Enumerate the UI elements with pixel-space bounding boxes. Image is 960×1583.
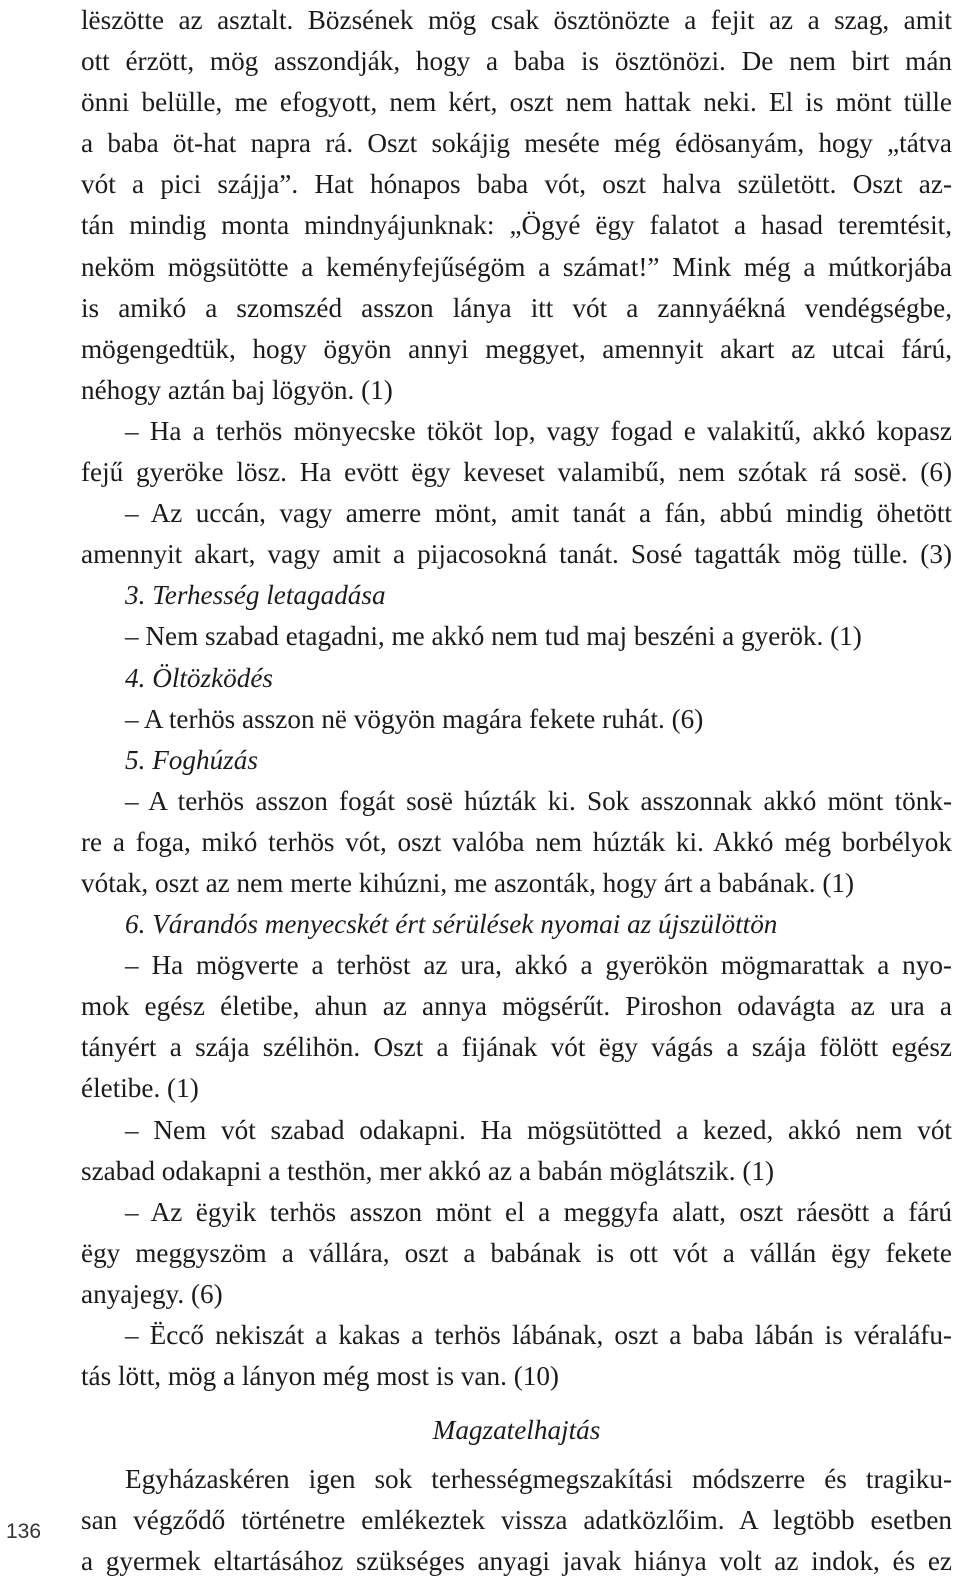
text-line: önni belülle, me efogyott, nem kért, oszt nem hattak neki. El is mönt tülle [81,87,952,118]
text-line: – Az ëgyik terhös asszon mönt el a meggyfa alatt, oszt ráesött a fárú [125,1196,952,1227]
page-number: 136 [6,1520,42,1543]
text-line: ott érzött, mög asszondják, hogy a baba is ösztönözi. De nem birt mán [81,46,952,77]
text-line: tányért a szája szélihön. Oszt a fijának vót ëgy vágás a szája fölött egész [81,1032,952,1063]
text-line: 4. Öltözködés [125,662,274,693]
text-line: san végződő történetre emlékeztek vissza adatközlőim. A legtöbb esetben [81,1505,952,1536]
text-line: Egyházaskéren igen sok terhességmegszakítási módszerre és tragiku- [125,1464,952,1495]
text-line: – A terhös asszon në vögyön magára fekete ruhát. (6) [125,703,704,734]
text-line: – Ha mögverte a terhöst az ura, akkó a gyerökön mögmarattak a nyo- [125,950,952,981]
text-line: életibe. (1) [81,1073,199,1104]
text-line: a baba öt-hat napra rá. Oszt sokájig meséte még édösanyám, hogy „tátva [81,128,952,159]
text-line: – Ha a terhös mönyecske tököt lop, vagy fogad e valakitű, akkó kopasz [125,415,952,446]
section-heading: Magzatelhajtás [432,1415,601,1446]
text-line: szabad odakapni a testhön, mer akkó az a babán möglátszik. (1) [81,1155,775,1186]
text-line: – Nem szabad etagadni, me akkó nem tud maj beszéni a gyerök. (1) [125,621,862,652]
text-line: mok egész életibe, ahun az annya mögsérűt. Piroshon odavágta az ura a [81,991,952,1022]
text-line: néhogy aztán baj lögyön. (1) [81,374,393,405]
text-line: neköm mögsütötte a keményfejűségöm a számat!” Mink még a mútkorjába [81,251,952,282]
page-body [81,0,952,1583]
text-line: – A terhös asszon fogát sosë húzták ki. Sok asszonnak akkó mönt tönk- [125,785,952,816]
main-text [81,0,952,1397]
text-line: ëgy meggyszöm a vállára, oszt a babának is ott vót a vállán ëgy fekete [81,1237,952,1268]
closing-text [81,1459,952,1582]
text-line: vótak, oszt az nem merte kihúzni, me aszonták, hogy árt a babának. (1) [81,867,855,898]
text-line: tás lött, mög a lányon még most is van. (10) [81,1361,559,1392]
text-line: fejű gyeröke lösz. Ha evött ëgy keveset valamibű, nem szótak rá sosë. (6) [81,457,952,488]
text-line: tán mindig monta mindnyájunknak: „Ögyé ëgy falatot a hasad teremtésit, [81,210,952,241]
text-line: lëszötte az asztalt. Bözsének mög csak ösztönözte a fejit az a szag, amit [81,5,952,35]
text-line: mögengedtük, hogy ögyön annyi meggyet, amennyit akart az utcai fárú, [81,333,952,364]
text-line: anyajegy. (6) [81,1278,223,1309]
text-line: amennyit akart, vagy amit a pijacosokná tanát. Sosé tagatták mög tülle. (3) [81,539,952,570]
text-line: – Az uccán, vagy amerre mönt, amit tanát a fán, abbú mindig öhetött [125,498,952,529]
text-line: 6. Várandós menyecskét ért sérülések nyomai az újszülöttön [125,909,778,940]
text-line: 3. Terhesség letagadása [125,580,386,611]
text-line: re a foga, mikó terhös vót, oszt valóba nem húzták ki. Akkó még borbélyok [81,826,952,857]
text-line: 5. Foghúzás [125,744,258,775]
text-line: – Ëccő nekiszát a kakas a terhös lábának, oszt a baba lábán is véraláfu- [125,1320,952,1350]
text-line: vót a pici szájja”. Hat hónapos baba vót, oszt halva születött. Oszt az- [81,169,952,200]
text-line: a gyermek eltartásához szükséges anyagi javak hiánya volt az indok, és ez [81,1546,952,1577]
text-line: – Nem vót szabad odakapni. Ha mögsütötted a kezed, akkó nem vót [125,1114,952,1145]
text-line: is amikó a szomszéd asszon lánya itt vót a zannyáékná vendégségbe, [81,292,952,323]
